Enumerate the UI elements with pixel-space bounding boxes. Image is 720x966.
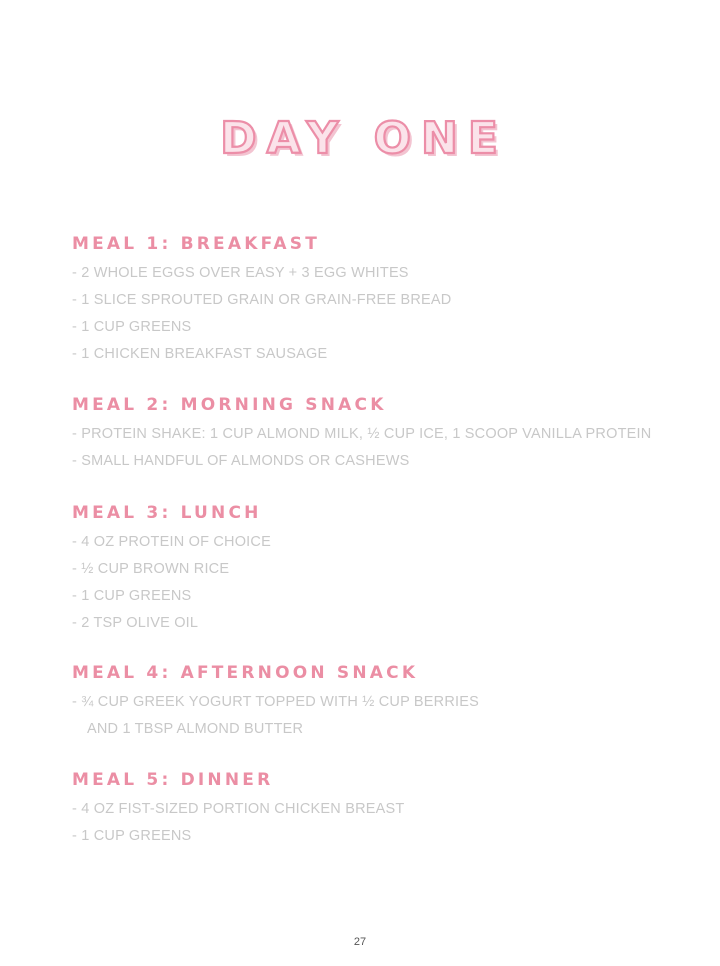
- meal-section-1: [72, 233, 692, 368]
- page-number: 27: [353, 936, 367, 948]
- meal-item: - 1 CHICKEN BREAKFAST SAUSAGE: [72, 346, 328, 362]
- meal-item-continuation: AND 1 TBSP ALMOND BUTTER: [87, 721, 304, 737]
- meal-item: - 2 TSP OLIVE OIL: [72, 615, 199, 631]
- meal-item: - ¾ CUP GREEK YOGURT TOPPED WITH ½ CUP BERRIES: [72, 694, 479, 710]
- meal-item: - 1 CUP GREENS: [72, 828, 192, 844]
- page-title: DAY ONE: [220, 113, 508, 164]
- meal-item-list: [72, 689, 692, 743]
- meal-item: - SMALL HANDFUL OF ALMONDS OR CASHEWS: [72, 453, 410, 469]
- meal-item: - 4 OZ PROTEIN OF CHOICE: [72, 534, 271, 550]
- meal-heading: MEAL 5: DINNER: [72, 770, 274, 790]
- meal-heading: MEAL 4: AFTERNOON SNACK: [72, 663, 419, 683]
- meal-section-4: [72, 662, 692, 743]
- meal-item-list: [72, 421, 692, 475]
- meal-item: - 1 CUP GREENS: [72, 588, 192, 604]
- meal-section-3: [72, 502, 692, 637]
- meal-item: - 4 OZ FIST-SIZED PORTION CHICKEN BREAST: [72, 801, 405, 817]
- meal-section-2: [72, 394, 692, 475]
- meal-section-5: [72, 769, 692, 850]
- meal-item: - 1 SLICE SPROUTED GRAIN OR GRAIN-FREE BREAD: [72, 292, 452, 308]
- meal-heading: MEAL 1: BREAKFAST: [72, 234, 321, 254]
- meal-item: - ½ CUP BROWN RICE: [72, 561, 230, 577]
- meal-heading: MEAL 3: LUNCH: [72, 503, 262, 523]
- meal-item: - 2 WHOLE EGGS OVER EASY + 3 EGG WHITES: [72, 265, 409, 281]
- meal-item-list: [72, 796, 692, 850]
- meal-item: - 1 CUP GREENS: [72, 319, 192, 335]
- meal-heading: MEAL 2: MORNING SNACK: [72, 395, 387, 415]
- meal-item-list: [72, 260, 692, 368]
- meal-item: - PROTEIN SHAKE: 1 CUP ALMOND MILK, ½ CUP ICE, 1 SCOOP VANILLA PROTEIN: [72, 426, 652, 442]
- meal-item-list: [72, 529, 692, 637]
